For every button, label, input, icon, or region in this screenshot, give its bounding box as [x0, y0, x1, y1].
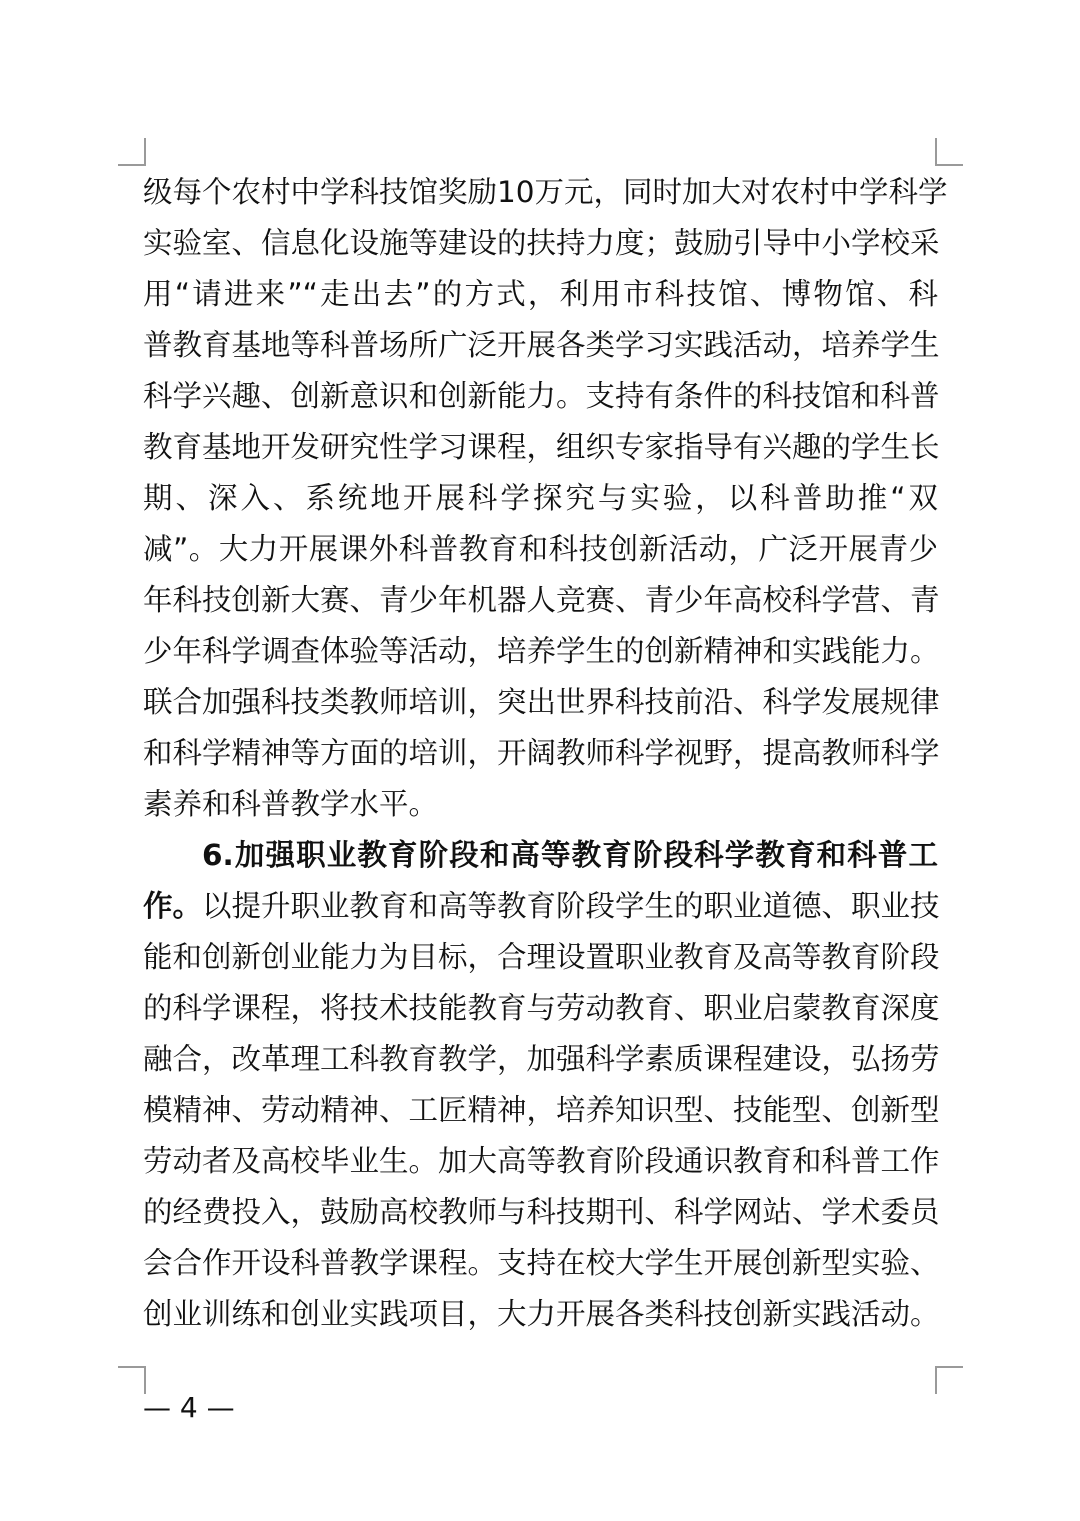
- text-line: 的科学课程，将技术技能教育与劳动教育、职业启蒙教育深度: [143, 991, 940, 1025]
- text-line: 用“请进来”“走出去”的方式，利用市科技馆、博物馆、科: [143, 277, 938, 311]
- text-line: 实验室、信息化设施等建设的扶持力度；鼓励引导中小学校采: [143, 226, 940, 260]
- text-line: 劳动者及高校毕业生。加大高等教育阶段通识教育和科普工作: [143, 1144, 940, 1178]
- text-line: 素养和科普教学水平。: [143, 787, 439, 821]
- text-line: 能和创新创业能力为目标，合理设置职业教育及高等教育阶段: [143, 940, 940, 974]
- crop-mark-top-right: [935, 138, 963, 166]
- crop-mark-bottom-right: [935, 1366, 963, 1394]
- text-line: [143, 881, 938, 932]
- crop-mark-top-left: [118, 138, 146, 166]
- text-line: 的经费投入，鼓励高校教师与科技期刊、科学网站、学术委员: [143, 1195, 940, 1229]
- text-line: 级每个农村中学科技馆奖励10万元，同时加大对农村中学科学: [143, 175, 948, 209]
- section-heading-end: 作。: [143, 889, 203, 923]
- text-line: 期、深入、系统地开展科学探究与实验，以科普助推“双: [143, 481, 938, 515]
- page-number: — 4 —: [143, 1391, 235, 1424]
- text-line: 融合，改革理工科教育教学，加强科学素质课程建设，弘扬劳: [143, 1042, 940, 1076]
- text-line: 和科学精神等方面的培训，开阔教师科学视野，提高教师科学: [143, 736, 940, 770]
- text-line: 普教育基地等科普场所广泛开展各类学习实践活动，培养学生: [143, 328, 940, 362]
- text-line-rest: 以提升职业教育和高等教育阶段学生的职业道德、职业技: [202, 889, 940, 923]
- text-line: 教育基地开发研究性学习课程，组织专家指导有兴趣的学生长: [143, 430, 940, 464]
- text-line: 会合作开设科普教学课程。支持在校大学生开展创新型实验、: [143, 1246, 940, 1280]
- text-line: 模精神、劳动精神、工匠精神，培养知识型、技能型、创新型: [143, 1093, 940, 1127]
- text-line: 科学兴趣、创新意识和创新能力。支持有条件的科技馆和科普: [143, 379, 940, 413]
- section-heading: 6.加强职业教育阶段和高等教育阶段科学教育和科普工: [202, 838, 938, 872]
- text-line: 减”。大力开展课外科普教育和科技创新活动，广泛开展青少: [143, 532, 938, 566]
- text-line: 少年科学调查体验等活动，培养学生的创新精神和实践能力。: [143, 634, 940, 668]
- text-line: 创业训练和创业实践项目，大力开展各类科技创新实践活动。: [143, 1297, 940, 1331]
- text-line: 年科技创新大赛、青少年机器人竞赛、青少年高校科学营、青: [143, 583, 940, 617]
- crop-mark-bottom-left: [118, 1366, 146, 1394]
- paragraph-2: [143, 830, 938, 1340]
- document-body: [143, 167, 948, 1340]
- text-line: 联合加强科技类教师培训，突出世界科技前沿、科学发展规律: [143, 685, 940, 719]
- paragraph-1: [143, 167, 948, 830]
